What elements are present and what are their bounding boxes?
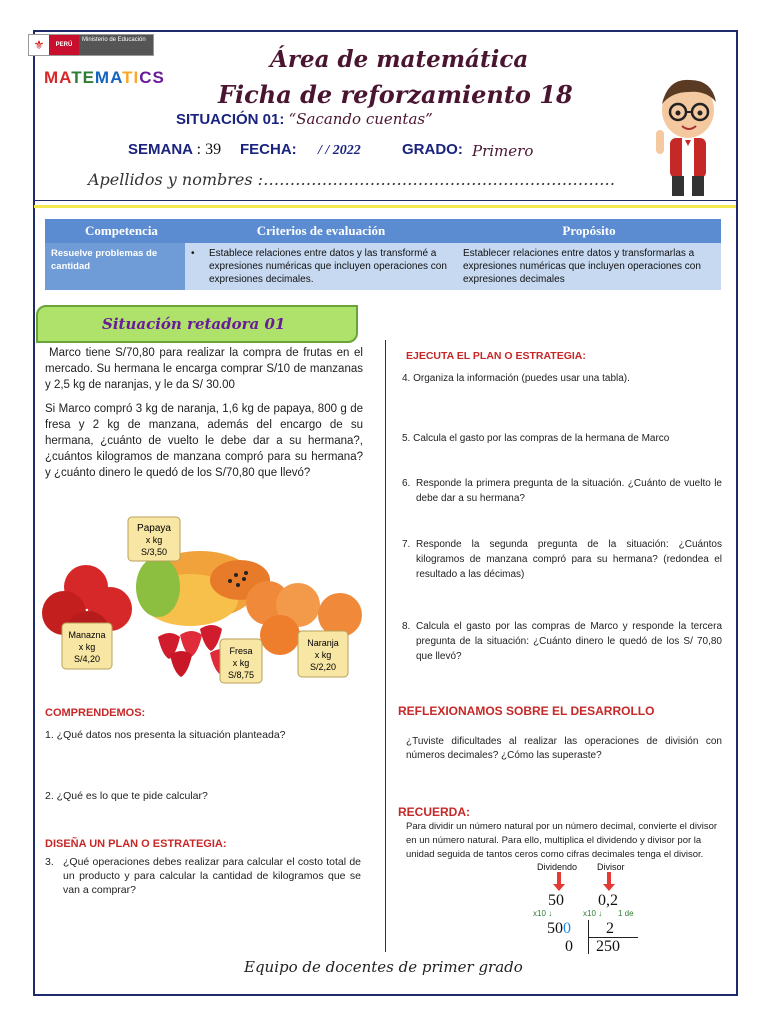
reflexion-heading: REFLEXIONAMOS SOBRE EL DESARROLLO xyxy=(398,704,655,718)
papaya-tag-price: S/3,50 xyxy=(140,547,168,557)
manzana-tag-name: Manazna xyxy=(68,630,106,640)
competencia-cell: Resuelve problemas de cantidad xyxy=(45,243,185,290)
shield-icon: ⚜ xyxy=(29,35,49,55)
header-criterios: Criterios de evaluación xyxy=(185,219,457,243)
question-5: 5. Calcula el gasto por las compras de la hermana de Marco xyxy=(402,433,670,444)
naranja-tag-price: S/2,20 xyxy=(309,662,337,672)
recuerda-heading: RECUERDA: xyxy=(398,805,470,819)
question-6-number: 6. xyxy=(402,478,411,489)
header-proposito: Propósito xyxy=(457,219,721,243)
problem-paragraph-2: Si Marco compró 3 kg de naranja, 1,6 kg de papaya, 800 g de fresa y 2 kg de manzana, además del encargo de su hermana, ¿cuánto de vuelto le debe dar a su hermana?, ¿cuántos kilogramos de manzana compró para su hermana? y ¿cuánto dinero le quedó de los S/70,80 que llevó? xyxy=(45,403,363,479)
name-field[interactable]: Apellidos y nombres :………………………………………………………… xyxy=(88,170,616,189)
column-divider xyxy=(385,340,386,952)
question-8: Calcula el gasto por las compras de Marco y responde la tercera pregunta de la situación: ¿Cuánto dinero le quedó de los S/ 70,80 que llevó? xyxy=(416,621,722,662)
question-4: 4. Organiza la información (puedes usar una tabla). xyxy=(402,373,630,384)
fresa-tag-unit: x kg xyxy=(232,658,250,668)
question-7: Responde la segunda pregunta de la situación: ¿Cuántos kilogramos de manzana compró para su hermana? (redondea el resultado a las décimas) xyxy=(416,539,722,580)
papaya-tag-unit: x kg xyxy=(145,535,163,545)
ministry-logo xyxy=(28,34,154,56)
fecha-value: / / 2022 xyxy=(318,143,361,158)
grado-label: GRADO: xyxy=(402,141,463,158)
plan-heading: DISEÑA UN PLAN O ESTRATEGIA: xyxy=(45,838,227,850)
proposito-cell: Establecer relaciones entre datos y transformarlas a expresiones numéricas que incluyen operaciones con expresiones decimales xyxy=(457,243,721,290)
header-competencia: Competencia xyxy=(45,219,185,243)
fruits-illustration xyxy=(40,505,378,701)
header-underline xyxy=(34,205,736,208)
question-3-number: 3. xyxy=(45,856,54,868)
question-6: Responde la primera pregunta de la situación. ¿Cuánto de vuelto le debe dar a su hermana? xyxy=(416,478,722,504)
new-divisor: 2 xyxy=(606,920,614,937)
competency-table xyxy=(45,219,721,290)
question-8-number: 8. xyxy=(402,621,411,632)
footer-signature: Equipo de docentes de primer grado xyxy=(244,958,523,976)
dividendo-label: Dividendo xyxy=(537,862,578,872)
situation-heading: SITUACIÓN 01: “Sacando cuentas” xyxy=(176,110,433,128)
dividendo-value: 50 xyxy=(548,892,564,909)
page-title: Área de matemática xyxy=(270,46,529,73)
manzana-tag-unit: x kg xyxy=(78,642,96,652)
problem-paragraph-1: Marco tiene S/70,80 para realizar la compra de frutas en el mercado. Su hermana le encarga comprar S/10 de manzanas y 2,5 kg de naranjas, y le da S/ 30.00 xyxy=(45,347,363,391)
fresa-tag-price: S/8,75 xyxy=(227,670,255,680)
down-arrows-icon xyxy=(553,872,623,892)
reflexion-question: ¿Tuviste dificultades al realizar las operaciones de división con números decimales? ¿Cómo las superaste? xyxy=(406,736,722,761)
question-7-number: 7. xyxy=(402,539,411,550)
fecha-label: FECHA: xyxy=(240,141,297,158)
ministry-label: Ministerio de Educación xyxy=(79,35,153,55)
criterio-cell: • Establece relaciones entre datos y las transformé a expresiones numéricas que incluyen operaciones con expresiones decimales. xyxy=(185,243,457,290)
fresa-tag-name: Fresa xyxy=(229,646,253,656)
papaya-tag-name: Papaya xyxy=(137,523,171,534)
cociente: 250 xyxy=(596,938,620,955)
divisor-value: 0,2 xyxy=(598,892,618,909)
teacher-cartoon-icon xyxy=(648,72,728,202)
header-divider xyxy=(34,200,736,201)
banner-label: Situación retadora 01 xyxy=(102,315,286,333)
residuo: 0 xyxy=(565,938,573,955)
multiplier-dividendo: x10 ↓ xyxy=(533,909,553,918)
naranja-tag-unit: x kg xyxy=(314,650,332,660)
question-3: ¿Qué operaciones debes realizar para calcular el costo total de un producto y para calcular la cantidad de kilogramos que se van a comprar? xyxy=(63,856,361,896)
divisor-label: Divisor xyxy=(597,862,625,872)
naranja-tag-name: Naranja xyxy=(307,638,339,648)
page-subtitle: Ficha de reforzamiento 18 xyxy=(218,80,573,109)
grado-value: Primero xyxy=(472,142,534,160)
new-dividendo: 500 xyxy=(547,920,571,937)
recuerda-text: Para dividir un número natural por un número decimal, convierte el divisor en un número natural. Para ello, multiplica el dividendo y divisor por la unidad seguida de tantos ceros como cifras decimales tenga el divisor. xyxy=(406,821,718,860)
matematics-logo: MATEMATICS xyxy=(44,68,165,87)
ejecuta-heading: EJECUTA EL PLAN O ESTRATEGIA: xyxy=(406,350,586,362)
comprendemos-heading: COMPRENDEMOS: xyxy=(45,707,146,719)
situation-banner xyxy=(36,305,358,343)
manzana-tag-price: S/4,20 xyxy=(73,654,101,664)
semana-field: SEMANA : 39 xyxy=(128,141,222,158)
question-1: 1. ¿Qué datos nos presenta la situación planteada? xyxy=(45,729,286,741)
peru-label: PERÚ xyxy=(49,35,79,55)
question-2: 2. ¿Qué es lo que te pide calcular? xyxy=(45,790,208,802)
multiplier-note: 1 de xyxy=(618,909,634,918)
multiplier-divisor: x10 ↓ xyxy=(583,909,603,918)
